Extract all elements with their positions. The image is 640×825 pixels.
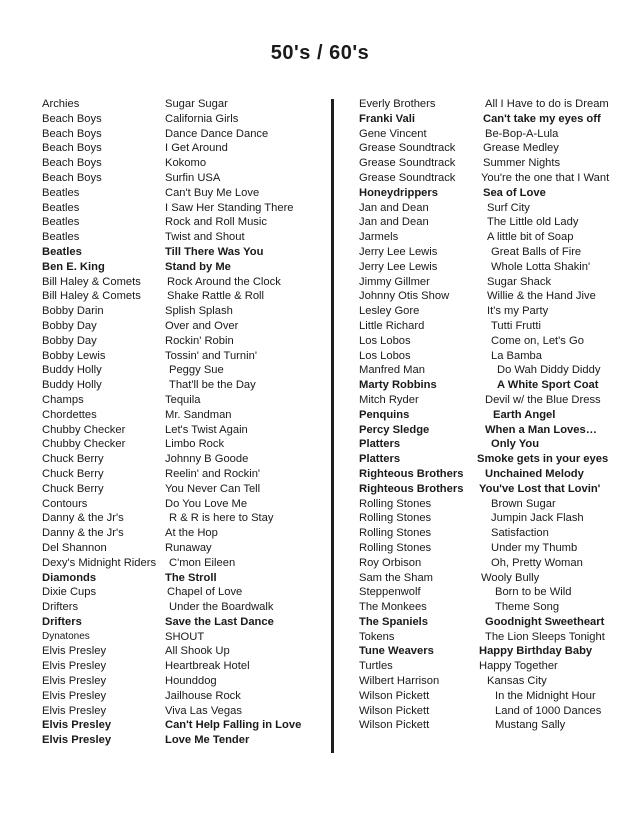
artist-name: Diamonds	[42, 571, 97, 584]
song-title: It's my Party	[487, 305, 549, 318]
artist-name: Sam the Sham	[359, 571, 433, 584]
artist-name: Beach Boys	[42, 171, 102, 184]
song-row	[42, 289, 327, 304]
song-title: Johnny B Goode	[165, 453, 249, 466]
song-title: Do Wah Diddy Diddy	[497, 364, 601, 377]
artist-name: Penquins	[359, 408, 410, 421]
song-row	[359, 423, 629, 438]
song-row	[359, 201, 629, 216]
song-row	[42, 215, 327, 230]
song-row	[42, 556, 327, 571]
artist-name: Beatles	[42, 245, 82, 258]
song-row	[42, 141, 327, 156]
song-title: All Shook Up	[165, 645, 230, 658]
song-title: You're the one that I Want	[481, 171, 610, 184]
artist-name: Wilbert Harrison	[359, 675, 440, 688]
artist-name: Dexy's Midnight Riders	[42, 556, 157, 569]
song-title: Tossin' and Turnin'	[165, 349, 257, 362]
song-title: Born to be Wild	[495, 586, 572, 599]
song-row	[42, 304, 327, 319]
artist-name: Bobby Day	[42, 319, 97, 332]
song-title: Brown Sugar	[491, 497, 556, 510]
song-title: You've Lost that Lovin'	[479, 482, 601, 495]
song-row	[359, 585, 629, 600]
song-row	[42, 541, 327, 556]
artist-name: Beatles	[42, 231, 80, 244]
song-row	[359, 319, 629, 334]
song-row	[42, 571, 327, 586]
artist-name: Platters	[359, 453, 401, 466]
artist-name: Beach Boys	[42, 112, 102, 125]
song-row	[42, 733, 327, 748]
song-title: R & R is here to Stay	[169, 512, 274, 525]
song-title: Surf City	[487, 201, 530, 214]
song-title: Let's Twist Again	[165, 423, 248, 436]
song-row	[42, 156, 327, 171]
artist-name: Jerry Lee Lewis	[359, 260, 438, 273]
artist-name: Grease Soundtrack	[359, 142, 456, 155]
artist-name: Elvis Presley	[42, 675, 107, 688]
song-row	[359, 393, 629, 408]
artist-name: Bobby Lewis	[42, 349, 106, 362]
artist-name: Everly Brothers	[359, 98, 436, 110]
song-title: All I Have to do is Dream	[485, 98, 609, 110]
song-title: I Saw Her Standing There	[165, 201, 294, 214]
song-title: Rockin' Robin	[165, 334, 234, 347]
artist-name: Honeydrippers	[359, 186, 438, 199]
artist-name: The Monkees	[359, 601, 427, 614]
song-row	[42, 600, 327, 615]
artist-name: Steppenwolf	[359, 586, 421, 599]
song-title: Tutti Frutti	[491, 319, 541, 332]
song-title: Rock and Roll Music	[165, 216, 267, 229]
artist-name: Archies	[42, 98, 80, 110]
artist-name: Del Shannon	[42, 541, 107, 554]
song-row	[359, 556, 629, 571]
artist-name: Johnny Otis Show	[359, 290, 450, 303]
artist-name: Turtles	[359, 660, 393, 673]
song-title: Happy Together	[479, 660, 558, 673]
song-title: Jumpin Jack Flash	[491, 512, 584, 525]
artist-name: Danny & the Jr's	[42, 512, 124, 525]
song-title: Sugar Sugar	[165, 98, 228, 110]
artist-name: Righteous Brothers	[359, 482, 464, 495]
artist-name: Beach Boys	[42, 127, 102, 140]
song-row	[42, 704, 327, 719]
artist-name: Chubby Checker	[42, 438, 126, 451]
artist-name: Beach Boys	[42, 157, 102, 170]
song-title: At the Hop	[165, 527, 218, 540]
song-row	[359, 437, 629, 452]
artist-name: Chuck Berry	[42, 482, 104, 495]
song-title: Stand by Me	[165, 260, 231, 273]
artist-name: Little Richard	[359, 319, 425, 332]
song-row	[42, 349, 327, 364]
song-row	[359, 230, 629, 245]
song-title: Kokomo	[165, 157, 207, 170]
artist-name: Roy Orbison	[359, 556, 422, 569]
artist-name: Dixie Cups	[42, 586, 97, 599]
artist-name: Buddy Holly	[42, 364, 102, 377]
artist-name: Jarmels	[359, 231, 399, 244]
song-row	[42, 408, 327, 423]
artist-name: Contours	[42, 497, 88, 510]
song-title: A White Sport Coat	[497, 379, 599, 392]
song-row	[42, 127, 327, 142]
song-row	[359, 630, 629, 645]
right-song-list	[359, 97, 629, 733]
song-title: Twist and Shout	[165, 231, 245, 244]
song-title: California Girls	[165, 112, 239, 125]
song-row	[359, 304, 629, 319]
artist-name: Lesley Gore	[359, 305, 420, 318]
song-title: Tequila	[165, 393, 201, 406]
song-row	[42, 201, 327, 216]
song-row	[42, 689, 327, 704]
column-divider	[331, 99, 334, 753]
song-title: A little bit of Soap	[487, 231, 574, 244]
song-title: Under my Thumb	[491, 541, 578, 554]
song-row	[42, 526, 327, 541]
song-title: Land of 1000 Dances	[495, 704, 602, 717]
artist-name: Chordettes	[42, 408, 97, 421]
song-title: The Little old Lady	[487, 216, 579, 229]
song-title: Rock Around the Clock	[167, 275, 281, 288]
song-title: Can't take my eyes off	[483, 112, 601, 125]
page-title: 50's / 60's	[270, 42, 370, 64]
song-row	[42, 363, 327, 378]
song-row	[359, 141, 629, 156]
artist-name: Tune Weavers	[359, 645, 434, 658]
song-row	[42, 260, 327, 275]
artist-name: Gene Vincent	[359, 127, 427, 140]
song-row	[359, 718, 629, 733]
song-title: Willie & the Hand Jive	[487, 290, 596, 303]
song-row	[359, 186, 629, 201]
song-title: Mustang Sally	[495, 719, 566, 732]
artist-name: Manfred Man	[359, 364, 425, 377]
artist-name: Rolling Stones	[359, 512, 432, 525]
song-title: Theme Song	[495, 601, 560, 614]
artist-name: Platters	[359, 438, 401, 451]
song-row	[359, 526, 629, 541]
song-title: When a Man Loves…	[485, 423, 597, 436]
song-row	[42, 482, 327, 497]
song-title: Splish Splash	[165, 305, 233, 318]
song-title: That'll be the Day	[169, 379, 256, 392]
song-row	[42, 378, 327, 393]
song-title: SHOUT	[165, 630, 205, 643]
song-row	[359, 674, 629, 689]
song-title: Dance Dance Dance	[165, 127, 269, 140]
artist-name: Elvis Presley	[42, 645, 107, 658]
song-row	[359, 644, 629, 659]
song-row	[359, 334, 629, 349]
song-row	[42, 659, 327, 674]
artist-name: Dynatones	[42, 630, 90, 642]
song-title: Wooly Bully	[481, 571, 540, 584]
song-title: Viva Las Vegas	[165, 704, 242, 717]
song-row	[42, 467, 327, 482]
artist-name: Drifters	[42, 601, 79, 614]
left-song-list	[42, 97, 327, 748]
song-title: Smoke gets in your eyes	[477, 453, 609, 466]
song-row	[359, 378, 629, 393]
song-title: Jailhouse Rock	[165, 689, 241, 702]
song-title: Under the Boardwalk	[169, 601, 274, 614]
artist-name: Chuck Berry	[42, 453, 104, 466]
song-title: Peggy Sue	[169, 364, 224, 377]
song-title: Summer Nights	[483, 157, 561, 170]
song-row	[42, 393, 327, 408]
song-row	[359, 408, 629, 423]
song-title: Hounddog	[165, 675, 217, 688]
song-title: The Lion Sleeps Tonight	[485, 630, 605, 643]
artist-name: Bill Haley & Comets	[42, 275, 141, 288]
song-row	[359, 275, 629, 290]
artist-name: Wilson Pickett	[359, 704, 430, 717]
song-row	[42, 245, 327, 260]
song-title: Great Balls of Fire	[491, 245, 582, 258]
song-title: Unchained Melody	[485, 467, 584, 480]
artist-name: Wilson Pickett	[359, 719, 430, 732]
song-row	[359, 571, 629, 586]
artist-name: Buddy Holly	[42, 379, 102, 392]
artist-name: Rolling Stones	[359, 497, 432, 510]
artist-name: Beatles	[42, 201, 80, 214]
artist-name: The Spaniels	[359, 615, 429, 628]
song-row	[359, 600, 629, 615]
song-title: Save the Last Dance	[165, 615, 274, 628]
artist-name: Marty Robbins	[359, 379, 437, 392]
artist-name: Jerry Lee Lewis	[359, 245, 438, 258]
artist-name: Rolling Stones	[359, 527, 432, 540]
song-row	[42, 112, 327, 127]
song-title: Sea of Love	[483, 186, 546, 199]
artist-name: Chubby Checker	[42, 423, 126, 436]
artist-name: Elvis Presley	[42, 660, 107, 673]
artist-name: Elvis Presley	[42, 704, 107, 717]
artist-name: Rolling Stones	[359, 541, 432, 554]
song-title: The Stroll	[165, 571, 217, 584]
artist-name: Ben E. King	[42, 260, 105, 273]
song-title: Happy Birthday Baby	[479, 645, 593, 658]
song-title: Over and Over	[165, 319, 239, 332]
song-title: Can't Help Falling in Love	[165, 719, 302, 732]
song-title: Reelin' and Rockin'	[165, 467, 261, 480]
song-row	[359, 112, 629, 127]
song-row	[42, 437, 327, 452]
artist-name: Los Lobos	[359, 334, 411, 347]
artist-name: Grease Soundtrack	[359, 171, 456, 184]
artist-name: Franki Vali	[359, 112, 415, 125]
song-row	[359, 349, 629, 364]
song-row	[359, 659, 629, 674]
artist-name: Bobby Day	[42, 334, 97, 347]
song-row	[42, 615, 327, 630]
artist-name: Elvis Presley	[42, 689, 107, 702]
song-row	[42, 423, 327, 438]
artist-name: Tokens	[359, 630, 395, 643]
artist-name: Beatles	[42, 216, 80, 229]
song-row	[359, 215, 629, 230]
artist-name: Mitch Ryder	[359, 393, 419, 406]
song-title: Devil w/ the Blue Dress	[485, 393, 601, 406]
song-row	[42, 186, 327, 201]
artist-name: Los Lobos	[359, 349, 411, 362]
song-row	[42, 718, 327, 733]
song-row	[42, 319, 327, 334]
song-row	[42, 674, 327, 689]
song-row	[359, 482, 629, 497]
song-row	[359, 689, 629, 704]
song-title: Grease Medley	[483, 142, 559, 155]
song-row	[359, 363, 629, 378]
song-title: Be-Bop-A-Lula	[485, 127, 559, 140]
song-row	[359, 467, 629, 482]
song-row	[42, 452, 327, 467]
artist-name: Bobby Darin	[42, 305, 104, 318]
song-row	[359, 452, 629, 467]
song-title: Mr. Sandman	[165, 408, 232, 421]
song-title: La Bamba	[491, 349, 542, 362]
artist-name: Wilson Pickett	[359, 689, 430, 702]
song-row	[42, 644, 327, 659]
song-title: Chapel of Love	[167, 586, 243, 599]
song-title: Sugar Shack	[487, 275, 552, 288]
artist-name: Chuck Berry	[42, 467, 104, 480]
song-row	[359, 289, 629, 304]
song-row	[359, 615, 629, 630]
artist-name: Jan and Dean	[359, 201, 429, 214]
artist-name: Jan and Dean	[359, 216, 429, 229]
song-row	[359, 497, 629, 512]
song-title: Satisfaction	[491, 527, 549, 540]
song-title: Oh, Pretty Woman	[491, 556, 583, 569]
artist-name: Beach Boys	[42, 142, 102, 155]
song-title: Only You	[491, 438, 540, 451]
song-row	[359, 260, 629, 275]
song-row	[359, 245, 629, 260]
song-title: Limbo Rock	[165, 438, 225, 451]
song-row	[359, 704, 629, 719]
song-title: Heartbreak Hotel	[165, 660, 250, 673]
song-title: Surfin USA	[165, 171, 221, 184]
artist-name: Grease Soundtrack	[359, 157, 456, 170]
song-title: Till There Was You	[165, 245, 264, 258]
artist-name: Jimmy Gillmer	[359, 275, 430, 288]
song-row	[359, 171, 629, 186]
song-title: I Get Around	[165, 142, 228, 155]
song-title: Goodnight Sweetheart	[485, 615, 605, 628]
song-title: Love Me Tender	[165, 734, 250, 747]
artist-name: Elvis Presley	[42, 734, 112, 747]
artist-name: Drifters	[42, 615, 82, 628]
song-row	[359, 511, 629, 526]
song-title: Runaway	[165, 541, 212, 554]
song-row	[42, 171, 327, 186]
song-title: Do You Love Me	[165, 497, 248, 510]
song-title: Earth Angel	[493, 408, 556, 421]
song-row	[359, 127, 629, 142]
song-title: You Never Can Tell	[165, 482, 261, 495]
artist-name: Percy Sledge	[359, 423, 430, 436]
artist-name: Bill Haley & Comets	[42, 290, 141, 303]
song-title: Come on, Let's Go	[491, 334, 584, 347]
song-title: Whole Lotta Shakin'	[491, 260, 591, 273]
song-row	[42, 97, 327, 112]
song-title: Kansas City	[487, 675, 547, 688]
artist-name: Beatles	[42, 186, 80, 199]
song-row	[42, 275, 327, 290]
song-row	[42, 497, 327, 512]
artist-name: Righteous Brothers	[359, 467, 464, 480]
song-title: Can't Buy Me Love	[165, 186, 260, 199]
song-row	[42, 230, 327, 245]
song-title: C'mon Eileen	[169, 556, 236, 569]
song-row	[359, 97, 629, 112]
song-row	[359, 156, 629, 171]
song-title: Shake Rattle & Roll	[167, 290, 265, 303]
artist-name: Elvis Presley	[42, 719, 112, 732]
song-row	[42, 630, 327, 645]
song-title: In the Midnight Hour	[495, 689, 596, 702]
artist-name: Danny & the Jr's	[42, 527, 124, 540]
song-row	[42, 511, 327, 526]
song-row	[42, 585, 327, 600]
artist-name: Champs	[42, 393, 84, 406]
song-row	[359, 541, 629, 556]
song-row	[42, 334, 327, 349]
